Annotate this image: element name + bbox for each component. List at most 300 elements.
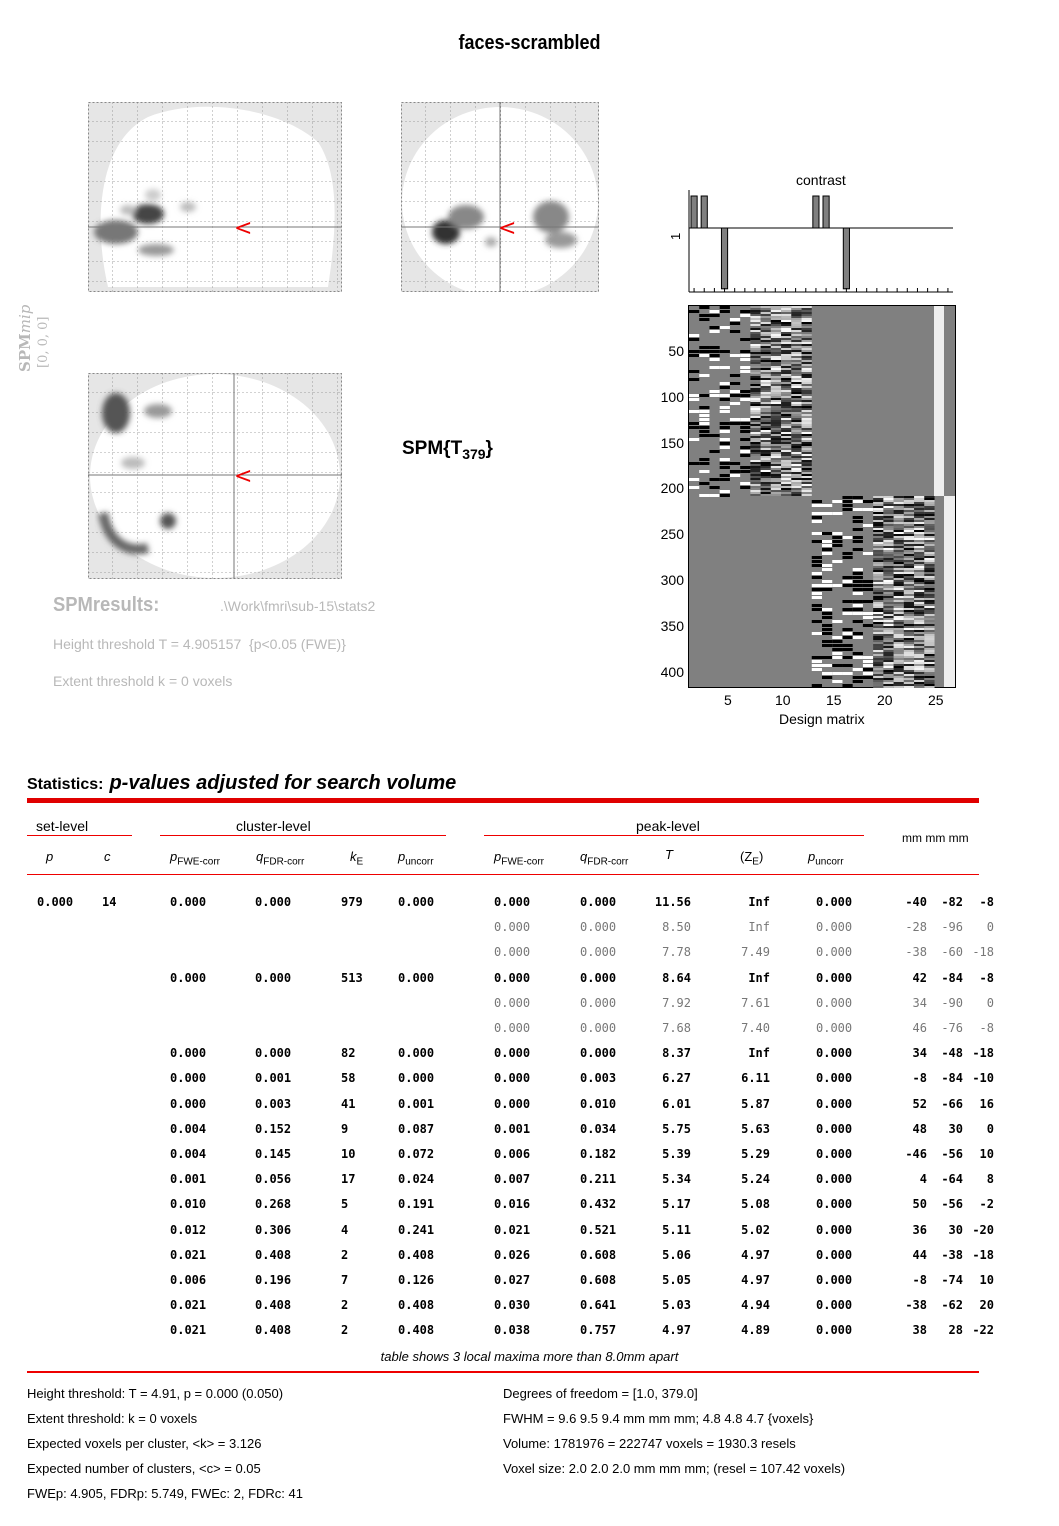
design-matrix-cell — [761, 332, 771, 334]
design-matrix-cell — [771, 480, 781, 482]
design-matrix-cell — [771, 454, 781, 456]
design-matrix-cell — [894, 674, 904, 676]
design-matrix-cell — [750, 490, 760, 492]
design-matrix-cell — [894, 666, 904, 668]
header-rule — [27, 874, 979, 875]
cell-y: -84 — [941, 1071, 963, 1086]
design-matrix-cell — [894, 598, 904, 600]
design-matrix-cell — [812, 564, 822, 567]
table-row[interactable] — [0, 1046, 1059, 1066]
design-matrix-cell — [894, 664, 904, 666]
cell-c-pfwe: 0.000 — [170, 970, 207, 985]
table-row[interactable] — [0, 895, 1059, 915]
table-row[interactable] — [0, 1122, 1059, 1142]
design-matrix-cell — [791, 360, 801, 362]
design-matrix-cell — [894, 610, 904, 612]
design-matrix-cell — [863, 588, 873, 591]
design-matrix-cell — [781, 394, 791, 396]
design-matrix-cell — [709, 394, 719, 397]
design-matrix-cell — [761, 324, 771, 326]
design-matrix-cell — [740, 370, 750, 373]
design-matrix-cell — [894, 588, 904, 590]
cell-t: 5.03 — [662, 1298, 691, 1313]
design-matrix-cell — [873, 572, 883, 574]
design-matrix-cell — [914, 668, 924, 670]
design-matrix-cell — [894, 650, 904, 652]
design-matrix-cell — [791, 370, 801, 372]
design-matrix-cell — [904, 562, 914, 564]
glass-brain-coronal[interactable] — [401, 102, 599, 292]
design-matrix-cell — [914, 560, 924, 562]
cell-t: 7.92 — [662, 995, 691, 1010]
design-matrix-cell — [924, 590, 934, 592]
design-matrix-cell — [802, 470, 812, 472]
design-matrix-cell — [924, 520, 934, 522]
cluster-level-rule — [160, 835, 446, 836]
design-matrix-cell — [924, 612, 934, 614]
design-matrix-cell — [914, 642, 924, 644]
design-matrix-cell — [771, 380, 781, 382]
cell-p-pfwe: 0.007 — [494, 1172, 531, 1187]
design-matrix-cell — [924, 634, 934, 636]
cell-c-punc: 0.126 — [398, 1273, 435, 1287]
design-matrix-cell — [802, 388, 812, 390]
cell-z: -18 — [972, 1247, 994, 1262]
design-matrix-cell — [750, 452, 760, 454]
design-matrix-cell — [791, 432, 801, 434]
cell-p-punc: 0.000 — [816, 895, 853, 909]
design-matrix-cell — [924, 656, 934, 658]
design-matrix-cell — [802, 488, 812, 490]
design-matrix-cell — [699, 422, 709, 425]
cell-z: 16 — [979, 1096, 994, 1111]
design-matrix-cell — [750, 350, 760, 352]
table-row[interactable] — [0, 1021, 1059, 1041]
design-matrix-cell — [771, 412, 781, 414]
design-matrix-cell — [750, 434, 760, 436]
table-row[interactable] — [0, 1223, 1059, 1243]
design-matrix-cell — [904, 558, 914, 560]
design-matrix-cell — [904, 686, 914, 688]
cell-p-qfdr: 0.211 — [580, 1172, 617, 1187]
design-matrix-cell — [802, 344, 812, 346]
peak-level-rule — [484, 835, 864, 836]
cell-c-pfwe: 0.000 — [170, 1096, 207, 1111]
table-note: table shows 3 local maxima more than 8.0mm apart — [380, 1349, 679, 1364]
design-matrix-cell — [924, 660, 934, 662]
design-matrix-cell — [781, 342, 791, 344]
cell-c-punc: 0.000 — [398, 970, 435, 985]
design-matrix-cell — [873, 686, 883, 688]
cell-c-qfdr: 0.408 — [255, 1323, 292, 1338]
stats-top-rule — [27, 798, 979, 803]
design-matrix-cell — [822, 568, 832, 571]
design-matrix-cell — [924, 574, 934, 576]
cell-x: -28 — [905, 920, 927, 935]
design-matrix-cell — [761, 442, 771, 444]
design-matrix-cell — [761, 308, 771, 310]
design-matrix-cell — [812, 656, 822, 659]
design-matrix-cell — [791, 414, 801, 416]
contrast-plot — [668, 190, 957, 295]
design-matrix-cell — [761, 384, 771, 386]
design-matrix-cell — [832, 640, 842, 643]
cell-c-pfwe: 0.004 — [170, 1121, 207, 1136]
design-matrix-cell — [904, 508, 914, 510]
contrast-bar — [721, 228, 727, 289]
design-matrix-cell — [802, 314, 812, 316]
design-matrix-cell — [720, 466, 730, 469]
design-matrix-cell — [883, 642, 893, 644]
cell-p-pfwe: 0.000 — [494, 920, 531, 935]
design-matrix-cell — [750, 408, 760, 410]
design-matrix-cell — [761, 320, 771, 322]
design-matrix-cell — [791, 418, 801, 420]
design-matrix-cell — [894, 562, 904, 564]
design-matrix-cell — [771, 348, 781, 350]
design-matrix-cell — [924, 546, 934, 548]
design-matrix-cell — [781, 344, 791, 346]
cell-ze: 5.29 — [741, 1147, 770, 1161]
design-matrix-cell — [924, 530, 934, 532]
design-matrix-cell — [883, 630, 893, 632]
table-row[interactable] — [0, 1248, 1059, 1268]
design-matrix-cell — [883, 668, 893, 670]
design-matrix-cell — [761, 398, 771, 400]
design-matrix-cell — [771, 438, 781, 440]
design-matrix-cell — [883, 506, 893, 508]
design-matrix-cell — [883, 616, 893, 618]
design-matrix-cell — [812, 540, 822, 543]
design-matrix-cell — [914, 678, 924, 680]
design-matrix-cell — [771, 372, 781, 374]
col-c-qfdr: $q_{FDR-corr}$ — [256, 849, 305, 868]
design-matrix-cell — [894, 624, 904, 626]
design-matrix-cell — [904, 586, 914, 588]
design-matrix-cell — [914, 566, 924, 568]
design-matrix-cell — [873, 524, 883, 526]
design-matrix-cell — [761, 416, 771, 418]
design-matrix-cell — [781, 472, 791, 474]
design-matrix-cell — [750, 334, 760, 336]
design-matrix-cell — [771, 314, 781, 316]
dm-ytick: 100 — [660, 388, 684, 405]
footer-line: FWHM = 9.6 9.5 9.4 mm mm mm; 4.8 4.8 4.7 {voxels} — [503, 1411, 814, 1426]
design-matrix-cell — [924, 542, 934, 544]
design-matrix-cell — [853, 580, 863, 583]
design-matrix-cell — [781, 430, 791, 432]
design-matrix-cell — [914, 540, 924, 542]
design-matrix-cell — [761, 470, 771, 472]
design-matrix-cell — [812, 660, 822, 663]
design-matrix-cell — [904, 662, 914, 664]
design-matrix-cell — [750, 336, 760, 338]
design-matrix-cell — [914, 536, 924, 538]
design-matrix-cell — [771, 492, 781, 494]
cell-c-pfwe: 0.006 — [170, 1273, 207, 1287]
design-matrix-cell — [761, 378, 771, 380]
cell-z: 0 — [986, 1121, 994, 1136]
design-matrix-cell — [924, 496, 934, 498]
design-matrix-cell — [781, 340, 791, 342]
design-matrix-cell — [873, 562, 883, 564]
design-matrix-cell — [761, 358, 771, 360]
design-matrix-cell — [894, 498, 904, 500]
design-matrix-cell — [894, 672, 904, 674]
table-row[interactable] — [0, 1298, 1059, 1318]
design-matrix-cell — [750, 462, 760, 464]
design-matrix-cell — [883, 588, 893, 590]
design-matrix-cell — [904, 596, 914, 598]
dm-xtick: 10 — [775, 692, 791, 708]
design-matrix-cell — [761, 422, 771, 424]
design-matrix-cell — [924, 534, 934, 536]
design-matrix-cell — [750, 344, 760, 346]
design-matrix-cell — [873, 644, 883, 646]
design-matrix-cell — [761, 330, 771, 332]
design-matrix-cell — [873, 510, 883, 512]
design-matrix-cell — [822, 616, 832, 619]
design-matrix-cell — [761, 494, 771, 496]
cell-x: -8 — [912, 1071, 927, 1086]
design-matrix-cell — [791, 468, 801, 470]
design-matrix-cell — [822, 640, 832, 643]
table-row[interactable] — [0, 945, 1059, 965]
design-matrix-cell — [781, 438, 791, 440]
cell-ze: 5.02 — [741, 1222, 770, 1237]
design-matrix-cell — [781, 354, 791, 356]
design-matrix-cell — [863, 508, 873, 511]
design-matrix-cell — [730, 418, 740, 421]
design-matrix-cell — [914, 570, 924, 572]
design-matrix-cell — [802, 476, 812, 478]
design-matrix-cell — [914, 574, 924, 576]
spmresults-path: .\Work\fmri\sub-15\stats2 — [220, 598, 376, 614]
design-matrix-cell — [689, 410, 699, 413]
design-matrix-cell — [709, 450, 719, 453]
design-matrix-cell — [802, 370, 812, 372]
cell-c-pfwe: 0.010 — [170, 1197, 207, 1212]
design-matrix-cell — [904, 680, 914, 682]
design-matrix-cell — [883, 652, 893, 654]
design-matrix-cell — [761, 372, 771, 374]
design-matrix-cell — [822, 656, 832, 659]
design-matrix-cell — [873, 530, 883, 532]
design-matrix-cell — [781, 462, 791, 464]
design-matrix-cell — [894, 604, 904, 606]
design-matrix-cell — [914, 586, 924, 588]
design-matrix-cell — [894, 534, 904, 536]
cell-ze: 7.61 — [741, 995, 770, 1010]
design-matrix-cell — [822, 672, 832, 675]
design-matrix-cell — [822, 628, 832, 631]
table-row[interactable] — [0, 996, 1059, 1016]
design-matrix-cell — [914, 580, 924, 582]
design-matrix-cell — [791, 324, 801, 326]
glass-brain-sagittal[interactable] — [88, 102, 342, 292]
design-matrix-cell — [781, 450, 791, 452]
table-row[interactable] — [0, 1071, 1059, 1091]
design-matrix-cell — [873, 588, 883, 590]
design-matrix-cell — [781, 358, 791, 360]
design-matrix-cell — [812, 532, 822, 535]
design-matrix-cell — [904, 604, 914, 606]
design-matrix-cell — [924, 582, 934, 584]
design-matrix-cell — [761, 362, 771, 364]
design-matrix-cell — [873, 628, 883, 630]
cell-y: -60 — [941, 945, 963, 960]
design-matrix-cell — [802, 484, 812, 486]
design-matrix-cell — [883, 618, 893, 620]
cell-t: 8.50 — [662, 920, 691, 935]
design-matrix-cell — [894, 618, 904, 620]
design-matrix-cell — [894, 504, 904, 506]
cell-p-pfwe: 0.026 — [494, 1247, 531, 1262]
design-matrix-cell — [873, 564, 883, 566]
design-matrix-cell — [873, 616, 883, 618]
design-matrix-cell — [802, 328, 812, 330]
design-matrix-cell — [802, 306, 812, 308]
cell-ze: 4.97 — [741, 1247, 770, 1262]
dm-ytick: 400 — [660, 663, 684, 680]
design-matrix-cell — [771, 356, 781, 358]
design-matrix-cell — [883, 666, 893, 668]
design-matrix-cell — [914, 652, 924, 654]
design-matrix-cell — [873, 670, 883, 672]
footer-line: Volume: 1781976 = 222747 voxels = 1930.3 resels — [503, 1436, 796, 1451]
design-matrix-cell — [883, 584, 893, 586]
col-c-punc: $p_{uncorr}$ — [398, 849, 434, 868]
design-matrix-cell — [863, 580, 873, 583]
design-matrix-cell — [802, 438, 812, 440]
contrast-bar — [691, 196, 697, 228]
design-matrix-cell — [761, 440, 771, 442]
cell-t: 5.75 — [662, 1121, 691, 1136]
design-matrix-cell — [853, 620, 863, 623]
design-matrix-cell — [709, 478, 719, 481]
design-matrix-cell — [791, 474, 801, 476]
design-matrix-cell — [791, 392, 801, 394]
table-row[interactable] — [0, 1273, 1059, 1293]
design-matrix-cell — [781, 492, 791, 494]
table-row[interactable] — [0, 1147, 1059, 1167]
design-matrix-cell — [802, 436, 812, 438]
design-matrix-cell — [802, 340, 812, 342]
design-matrix-cell — [924, 606, 934, 608]
design-matrix-cell — [894, 622, 904, 624]
cell-c-pfwe: 0.001 — [170, 1172, 207, 1187]
design-matrix-cell — [720, 458, 730, 461]
design-matrix-cell — [883, 662, 893, 664]
design-matrix-cell — [781, 362, 791, 364]
design-matrix-cell — [873, 646, 883, 648]
design-matrix[interactable] — [688, 305, 956, 688]
design-matrix-cell — [781, 424, 791, 426]
table-row[interactable] — [0, 1172, 1059, 1192]
design-matrix-cell — [812, 572, 822, 575]
design-matrix-cell — [894, 542, 904, 544]
design-matrix-cell — [842, 600, 852, 603]
design-matrix-cell — [750, 494, 760, 496]
table-row[interactable] — [0, 1097, 1059, 1117]
origin-marker-ax: < — [234, 464, 253, 489]
design-matrix-cell — [761, 404, 771, 406]
design-matrix-cell — [740, 390, 750, 393]
design-matrix-label: Design matrix — [779, 711, 865, 727]
design-matrix-cell — [802, 462, 812, 464]
design-matrix-cell — [904, 612, 914, 614]
table-row[interactable] — [0, 971, 1059, 991]
design-matrix-cell — [873, 622, 883, 624]
glass-brain-axial[interactable] — [88, 373, 342, 579]
contrast-ytick: 1 — [668, 232, 683, 240]
design-matrix-cell — [924, 586, 934, 588]
design-matrix-cell — [914, 562, 924, 564]
design-matrix-cell — [699, 418, 709, 421]
table-row[interactable] — [0, 1197, 1059, 1217]
design-matrix-cell — [740, 354, 750, 357]
design-matrix-cell — [924, 524, 934, 526]
design-matrix-cell — [924, 674, 934, 676]
design-matrix-cell — [802, 316, 812, 318]
design-matrix-cell — [873, 598, 883, 600]
design-matrix-cell — [802, 404, 812, 406]
design-matrix-cell — [802, 400, 812, 402]
design-matrix-cell — [781, 412, 791, 414]
design-matrix-cell — [842, 664, 852, 667]
design-matrix-cell — [802, 426, 812, 428]
design-matrix-cell — [812, 504, 822, 507]
design-matrix-cell — [873, 682, 883, 684]
design-matrix-cell — [771, 434, 781, 436]
design-matrix-cell — [894, 614, 904, 616]
design-matrix-cell — [750, 476, 760, 478]
design-matrix-cell — [914, 656, 924, 658]
design-matrix-cell — [842, 536, 852, 539]
cell-c-punc: 0.024 — [398, 1172, 435, 1187]
design-matrix-cell — [904, 506, 914, 508]
cell-t: 5.34 — [662, 1172, 691, 1187]
table-row[interactable] — [0, 920, 1059, 940]
design-matrix-cell — [873, 496, 883, 498]
design-matrix-cell — [791, 322, 801, 324]
design-matrix-cell — [904, 588, 914, 590]
design-matrix-cell — [924, 516, 934, 518]
design-matrix-cell — [883, 528, 893, 530]
design-matrix-cell — [802, 376, 812, 378]
design-matrix-cell — [781, 410, 791, 412]
cell-ke: 4 — [341, 1222, 349, 1237]
table-row[interactable] — [0, 1323, 1059, 1343]
design-matrix-cell — [914, 616, 924, 618]
design-matrix-cell — [802, 428, 812, 430]
design-matrix-cell — [761, 380, 771, 382]
design-matrix-cell — [924, 648, 934, 650]
design-matrix-cell — [924, 614, 934, 616]
design-matrix-cell — [883, 614, 893, 616]
design-matrix-cell — [761, 436, 771, 438]
design-matrix-cell — [750, 370, 760, 372]
design-matrix-cell — [802, 386, 812, 388]
design-matrix-cell — [924, 596, 934, 598]
design-matrix-cell — [802, 332, 812, 334]
design-matrix-cell — [802, 354, 812, 356]
design-matrix-cell — [740, 418, 750, 421]
design-matrix-cell — [781, 404, 791, 406]
design-matrix-cell — [904, 616, 914, 618]
design-matrix-cell — [802, 466, 812, 468]
design-matrix-cell — [730, 322, 740, 325]
